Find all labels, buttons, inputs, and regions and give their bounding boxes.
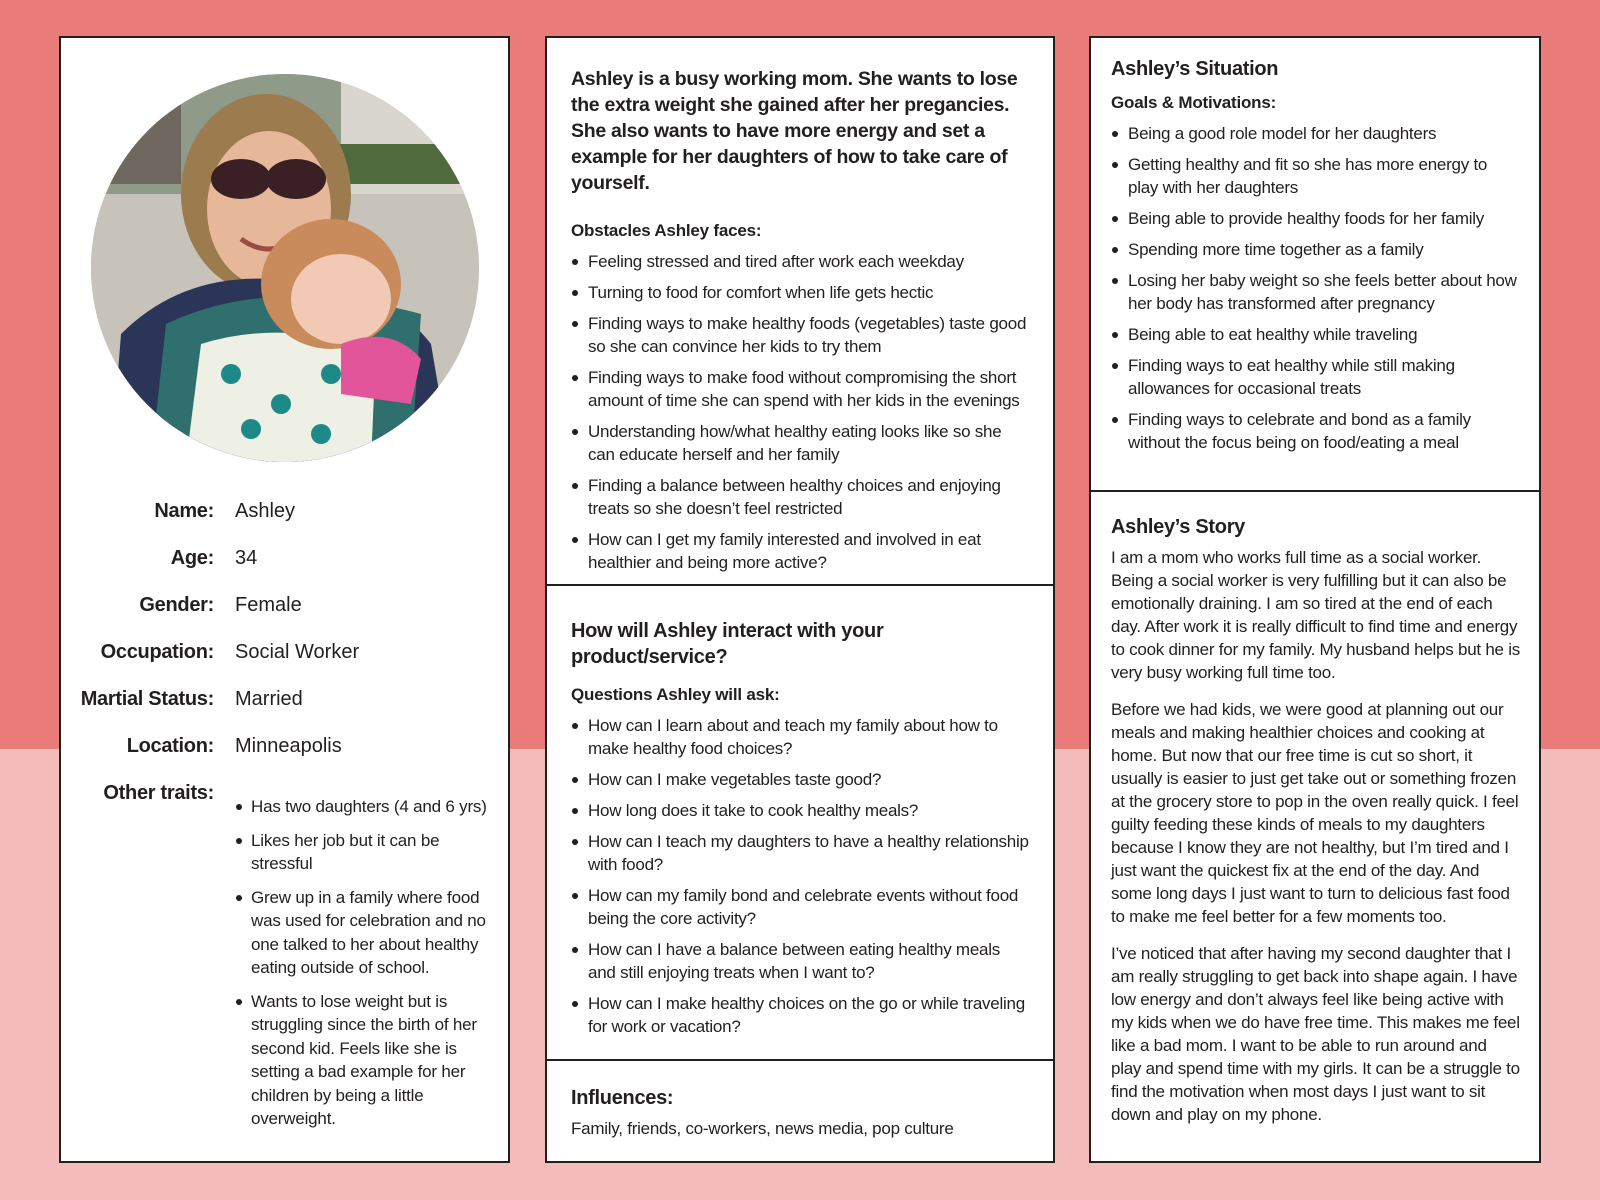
interaction-heading: How will Ashley interact with your product/service? <box>571 620 884 668</box>
marital-label: Martial Status: <box>80 688 214 710</box>
gender-label: Gender: <box>139 594 214 616</box>
list-item: Being able to provide healthy foods for her family <box>1111 207 1521 230</box>
list-item: Finding ways to make healthy foods (vegetables) taste good so she can convince her kids to try them <box>571 312 1031 358</box>
section-divider <box>547 1059 1053 1061</box>
list-item: Wants to lose weight but is struggling since the birth of her second kid. Feels like she is setting a bad example for her children by being a little overweight. <box>235 990 497 1131</box>
location-value: Minneapolis <box>235 735 342 757</box>
goals-list <box>1111 122 1521 454</box>
story-paragraph: Before we had kids, we were good at planning out our meals and making healthier choices and cooking at home. But now that our free time is cut so short, it usually is easier to just get take out or something frozen at the grocery store to pop in the oven really quick. I feel guilty feeding these kinds of meals to my daughters because I know they are not healthy, but I’m tired and I just want the quickest fix at the end of the day. And some long days I just want to turn to delicious fast food to make me feel better for a few moments too. <box>1111 700 1519 926</box>
questions-heading: Questions Ashley will ask: <box>571 685 780 704</box>
section-divider <box>547 584 1053 586</box>
list-item: How can I have a balance between eating healthy meals and still enjoying treats when I want to? <box>571 938 1031 984</box>
name-value: Ashley <box>235 500 296 522</box>
situation-card <box>1089 36 1541 1163</box>
list-item: Finding ways to eat healthy while still making allowances for occasional treats <box>1111 354 1521 400</box>
list-item: Understanding how/what healthy eating looks like so she can educate herself and her family <box>571 420 1031 466</box>
traits-list <box>235 795 497 1141</box>
list-item: Likes her job but it can be stressful <box>235 829 497 876</box>
list-item: Losing her baby weight so she feels better about how her body has transformed after pregnancy <box>1111 269 1521 315</box>
influences-section <box>571 1085 1031 1140</box>
list-item: Grew up in a family where food was used for celebration and no one talked to her about healthy eating outside of school. <box>235 886 497 980</box>
list-item: How can I make healthy choices on the go or while traveling for work or vacation? <box>571 992 1031 1038</box>
age-value: 34 <box>235 547 258 569</box>
obstacles-list <box>571 250 1031 574</box>
occupation-label: Occupation: <box>100 641 214 663</box>
marital-value: Married <box>235 688 303 710</box>
section-divider <box>1091 490 1539 492</box>
list-item: Finding ways to make food without compromising the short amount of time she can spend with her kids in the evenings <box>571 366 1031 412</box>
situation-section <box>1111 56 1521 462</box>
profile-card <box>59 36 510 1163</box>
obstacles-heading: Obstacles Ashley faces: <box>571 221 762 240</box>
list-item: Turning to food for comfort when life gets hectic <box>571 281 1031 304</box>
overview-section <box>571 66 1031 582</box>
story-section <box>1111 514 1521 1140</box>
list-item: Being able to eat healthy while traveling <box>1111 323 1521 346</box>
name-label: Name: <box>154 500 214 522</box>
list-item: How can my family bond and celebrate events without food being the core activity? <box>571 884 1031 930</box>
situation-heading: Ashley’s Situation <box>1111 58 1279 80</box>
occupation-value: Social Worker <box>235 641 360 663</box>
list-item: Has two daughters (4 and 6 yrs) <box>235 795 497 819</box>
persona-photo <box>91 74 479 462</box>
age-label: Age: <box>170 547 214 569</box>
goals-heading: Goals & Motivations: <box>1111 93 1277 112</box>
mother-with-child-photo-icon <box>91 74 479 462</box>
story-heading: Ashley’s Story <box>1111 516 1246 538</box>
list-item: How can I make vegetables taste good? <box>571 768 1031 791</box>
list-item: Getting healthy and fit so she has more energy to play with her daughters <box>1111 153 1521 199</box>
influences-text: Family, friends, co-workers, news media, pop culture <box>571 1119 954 1138</box>
list-item: How long does it take to cook healthy meals? <box>571 799 1031 822</box>
story-paragraph: I’ve noticed that after having my second daughter that I am really struggling to get back into shape again. I have low energy and don’t always feel like being active with my kids when we do have free time. This makes me feel like a bad mom. I want to be able to run around and play and spend time with my girls. It can be a struggle to find the motivation when most days I just want to sit down and play on my phone. <box>1111 944 1520 1124</box>
list-item: Being a good role model for her daughters <box>1111 122 1521 145</box>
questions-list <box>571 714 1031 1038</box>
list-item: How can I learn about and teach my family about how to make healthy food choices? <box>571 714 1031 760</box>
list-item: Finding a balance between healthy choices and enjoying treats so she doesn’t feel restricted <box>571 474 1031 520</box>
story-paragraph: I am a mom who works full time as a social worker. Being a social worker is very fulfilling but it can also be emotionally draining. I am so tired at the end of each day. After work it is really difficult to find time and energy to cook dinner for my family. My husband helps but he is very busy working full time too. <box>1111 548 1520 682</box>
list-item: Spending more time together as a family <box>1111 238 1521 261</box>
influences-heading: Influences: <box>571 1087 674 1109</box>
list-item: Finding ways to celebrate and bond as a family without the focus being on food/eating a meal <box>1111 408 1521 454</box>
traits-label: Other traits: <box>103 782 214 804</box>
list-item: Feeling stressed and tired after work each weekday <box>571 250 1031 273</box>
list-item: How can I get my family interested and involved in eat healthier and being more active? <box>571 528 1031 574</box>
location-label: Location: <box>126 735 214 757</box>
gender-value: Female <box>235 594 302 616</box>
interaction-section <box>571 618 1031 1046</box>
persona-intro: Ashley is a busy working mom. She wants to lose the extra weight she gained after her pregancies. She also wants to have more energy and set a example for her daughters of how to take care of yourself. <box>571 68 1018 194</box>
list-item: How can I teach my daughters to have a healthy relationship with food? <box>571 830 1031 876</box>
overview-card <box>545 36 1055 1163</box>
